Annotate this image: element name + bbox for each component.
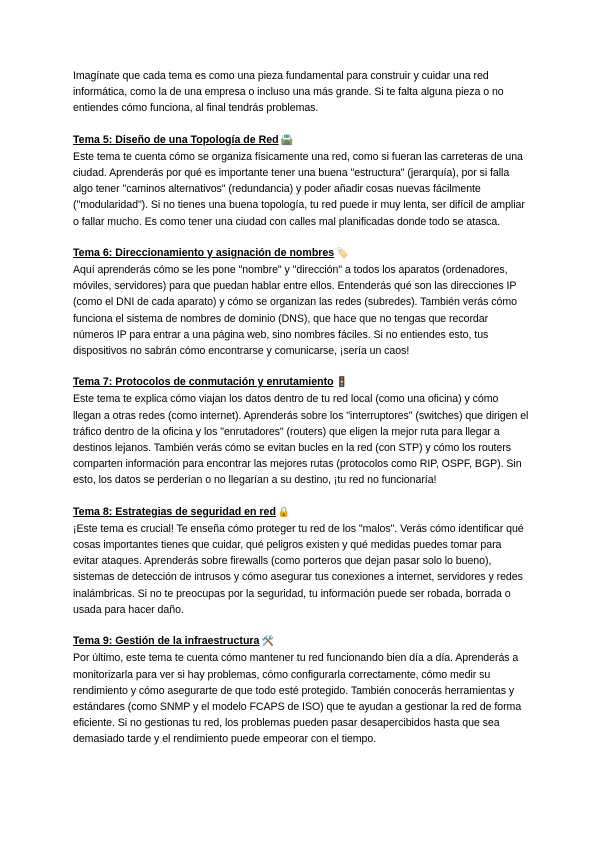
section-body: Aquí aprenderás cómo se les pone "nombre" y "dirección" a todos los aparatos (ordenadores, móviles, servidores) para que puedan hablar entre ellos. Entenderás qué son las direcciones IP (como el DNI de cada aparato) y cómo se organizan las redes (subredes). También verás cómo funciona el sistema de nombres de dominio (DNS), que hace que no tengas que recordar números IP para entrar a una página web, sino nombres fáciles. Si no entiendes esto, tus dispositivos no sabrán cómo encontrarse y comunicarse, ¡sería un caos! [73,264,517,358]
section-heading [73,245,529,262]
lock-icon: 🔒 [277,506,291,518]
section-tema-5 [73,132,529,230]
section-title: Tema 6: Direccionamiento y asignación de nombres [73,246,335,259]
intro-paragraph: Imagínate que cada tema es como una pieza fundamental para construir y cuidar una red informática, como la de una empresa o incluso una más grande. Si te falta alguna pieza o no entiendes cómo funciona, al final tendrás problemas. [73,70,504,115]
section-tema-9 [73,633,529,747]
section-tema-8 [73,504,529,618]
section-heading [73,374,529,391]
section-title: Tema 5: Diseño de una Topología de Red [73,133,279,146]
traffic-light-icon: 🚦 [335,377,349,389]
section-title: Tema 8: Estrategias de seguridad en red [73,505,276,518]
label-tag-icon: 🏷️ [336,247,349,259]
section-body: Por último, este tema te cuenta cómo mantener tu red funcionando bien día a día. Aprenderás a monitorizarla para ver si hay problemas, cómo configurarla correctamente, cómo medir su rendimiento y cómo asegurarte de que todo esté protegido. También conocerás herramientas y estándares (como SNMP y el modelo FCAPS de ISO) que te ayudan a gestionar la red de forma eficiente. Si no gestionas tu red, los problemas pueden pasar desapercibidos hasta que sea demasiado tarde y el rendimiento puede empeorar con el tiempo. [73,652,522,746]
road-icon: 🛣️ [280,134,294,146]
section-tema-6 [73,245,529,359]
section-title: Tema 9: Gestión de la infraestructura [73,635,260,648]
document-body [73,68,529,763]
section-heading [73,504,529,521]
tools-icon: 🛠️ [261,636,274,648]
section-title: Tema 7: Protocolos de conmutación y enrutamiento [73,376,334,389]
section-body: ¡Este tema es crucial! Te enseña cómo proteger tu red de los "malos". Verás cómo identificar qué cosas importantes tienes que cuidar, qué peligros existen y qué medidas puedes tomar para evitar ataques. Aprenderás sobre firewalls (como porteros que dejan pasar solo lo bueno), sistemas de detección de intrusos y cómo asegurar tus conexiones a internet, servidores y redes inalámbricas. Si no te preocupas por la seguridad, tu información puede ser robada, borrada o usada para hacer daño. [73,522,524,616]
section-tema-7 [73,374,529,488]
section-body: Este tema te explica cómo viajan los datos dentro de tu red local (como una oficina) y cómo llegan a otras redes (como internet). Aprenderás sobre los "interruptores" (switches) que dirigen el tráfico dentro de la oficina y los "enrutadores" (routers) que eligen la mejor ruta para llegar a destinos lejanos. También verás cómo se evitan bucles en la red (con STP) y cómo los routers comparten información para encontrar las mejores rutas (protocolos como RIP, OSPF, BGP). Sin esto, los datos se perderían o no llegarían a su destino, ¡tu red no funcionaría! [73,393,529,487]
section-body: Este tema te cuenta cómo se organiza físicamente una red, como si fueran las carreteras de una ciudad. Aprenderás por qué es importante tener una buena "estructura" (jerarquía), por si falla algo tener "caminos alternativos" (redundancia) y poder añadir cosas nuevas fácilmente ("modularidad"). Si no tienes una buena topología, tu red puede ir muy lenta, ser difícil de ampliar o fallar mucho. Es como tener una ciudad con calles mal planificadas donde todo se atasca. [73,150,525,228]
section-heading [73,633,529,650]
section-heading [73,132,529,149]
